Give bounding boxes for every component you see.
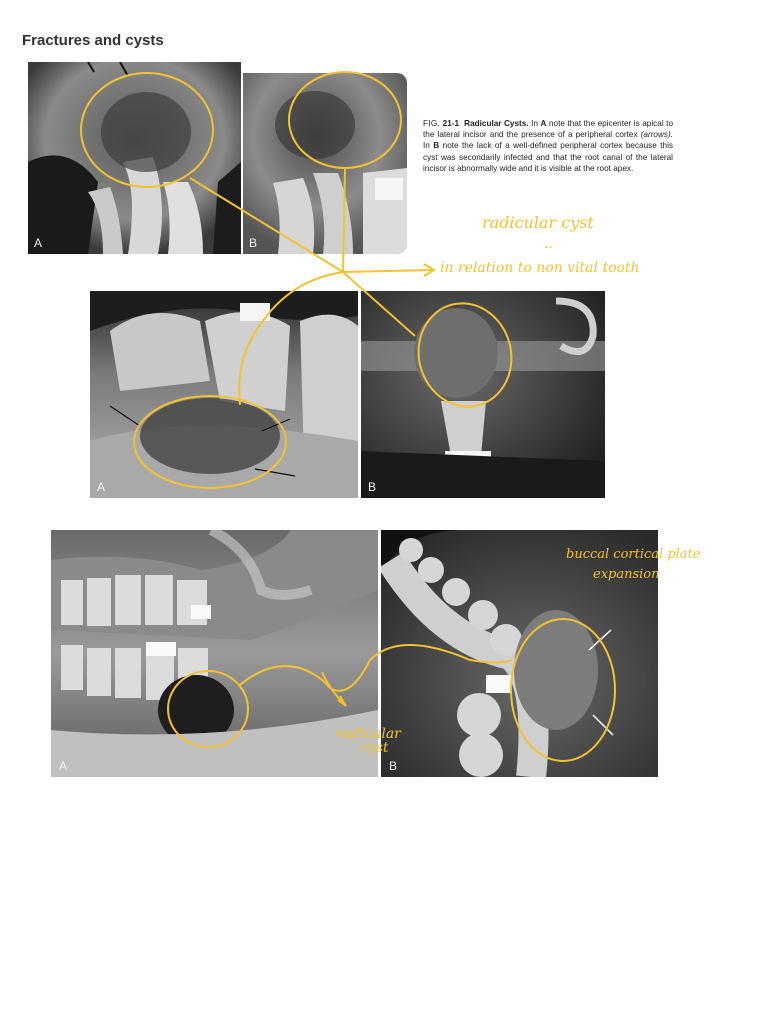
xray-fig1-a: [28, 62, 241, 254]
xray-fig3-a: [51, 530, 378, 777]
caption-heading: Radicular Cysts.: [464, 119, 529, 128]
panel-label-b: B: [389, 759, 398, 773]
caption-fig-number: 21-1: [442, 119, 460, 128]
panel-label-b: B: [368, 480, 377, 494]
arrow-to-relation: [343, 264, 434, 276]
caption-text-3: In: [423, 141, 434, 151]
note-relation: in relation to non vital tooth: [440, 260, 640, 276]
caption-ref-a: A: [540, 119, 547, 128]
caption-fig-label: FIG.: [423, 119, 441, 128]
caption-arrows: (arrows).: [640, 130, 673, 140]
note-radicular-top: radicular cyst: [482, 213, 594, 232]
caption-text-4: note the lack of a well-defined peripheral cortex because this cyst was secondarily infected and that the root canal of the lateral incisor is abnormally wide and it is visible at the root apex.: [423, 141, 673, 173]
caption-text-2: note that the epicenter is apical to the lateral incisor and the presence of a peripheral cortex: [423, 119, 673, 140]
note-radicular-bottom-2: cyst: [360, 740, 389, 756]
page-title: Fractures and cysts: [22, 32, 164, 49]
xray-fig3-b: [381, 530, 658, 777]
xray-fig1-b: [243, 73, 407, 254]
panel-label-a: A: [97, 480, 106, 494]
caption-ref-b: B: [433, 141, 440, 151]
note-ditto: ..: [544, 236, 553, 252]
panel-label-b: B: [249, 236, 258, 250]
note-buccal-2: expansion: [593, 567, 660, 582]
xray-fig2-b: [361, 291, 605, 498]
note-radicular-bottom-1: radicular: [336, 726, 401, 742]
caption-text-1: In: [528, 119, 541, 128]
note-buccal-1: buccal cortical plate: [566, 547, 701, 562]
panel-label-a: A: [34, 236, 43, 250]
panel-label-a: A: [59, 759, 68, 773]
figure-caption: [423, 118, 673, 174]
xray-fig2-a: [90, 291, 358, 498]
